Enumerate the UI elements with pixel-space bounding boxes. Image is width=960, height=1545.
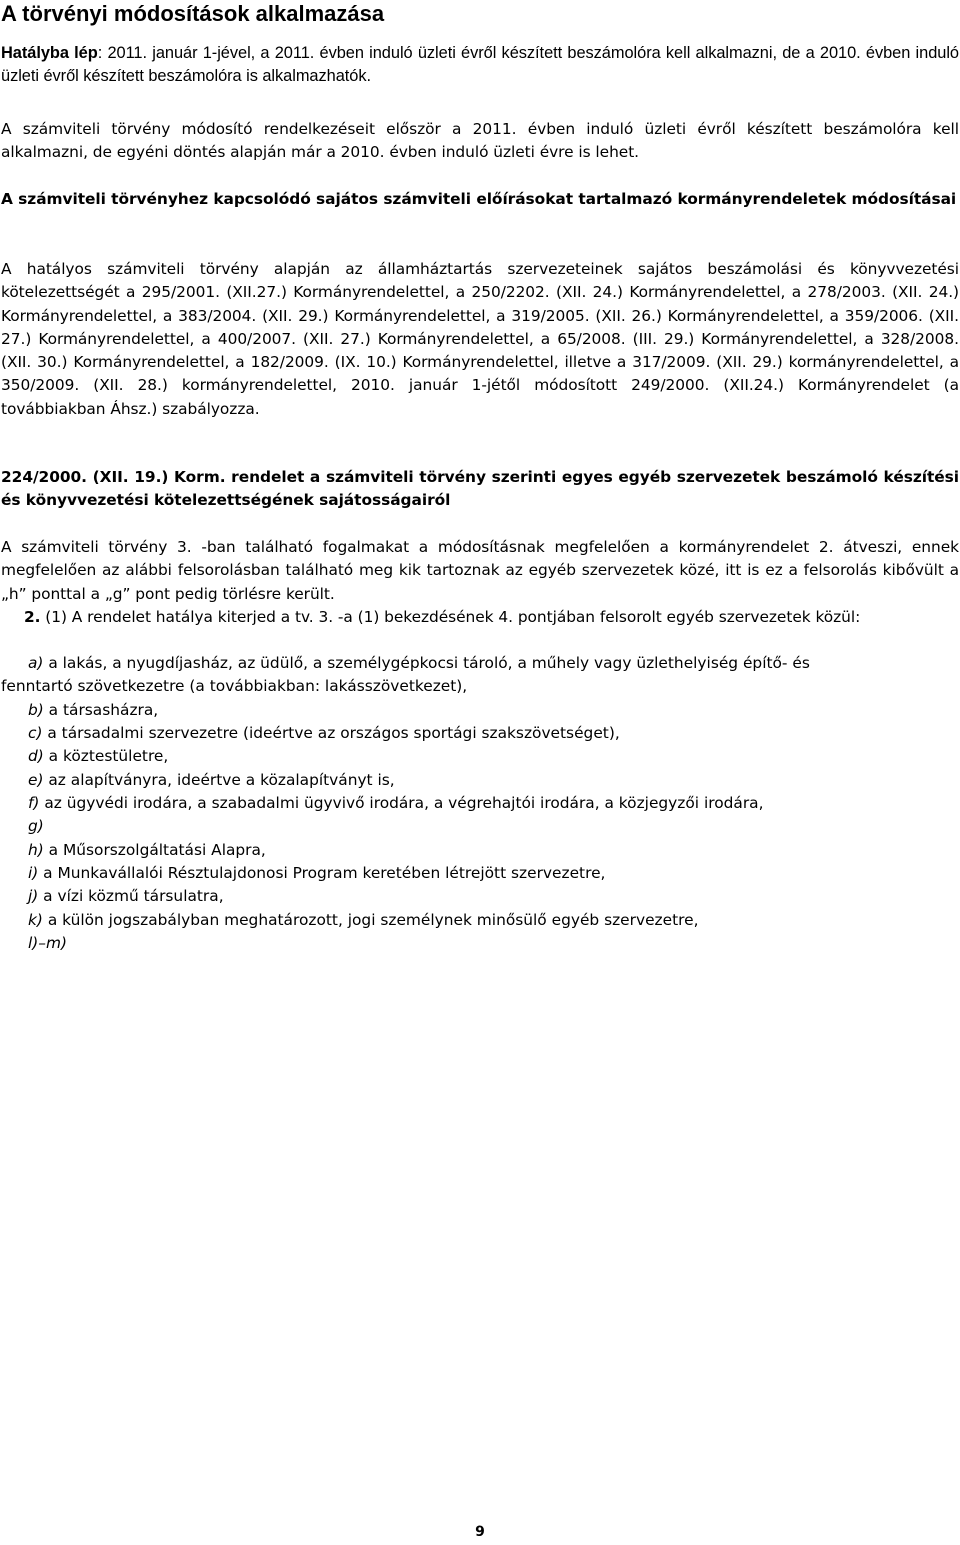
page-number: 9 bbox=[475, 1524, 485, 1540]
list-item: e) az alapítványra, ideértve a közalapítványt is, bbox=[28, 770, 395, 789]
first-use-paragraph: A számviteli törvény módosító rendelkezéseit először a 2011. évben induló üzleti évről készített beszámolóra kell alkalmazni, de egyéni döntés alapján már a 2010. évben induló üzleti évre is lehet. bbox=[1, 120, 959, 162]
list-item: i) a Munkavállalói Résztulajdonosi Program keretében létrejött szervezetre, bbox=[28, 864, 606, 883]
list-item: fenntartó szövetkezetre (a továbbiakban: lakásszövetkezet), bbox=[1, 677, 468, 696]
section-2-paragraph bbox=[1, 606, 959, 629]
organization-list bbox=[1, 652, 958, 955]
list-item: d) a köztestületre, bbox=[28, 747, 169, 766]
govt-decree-paragraph: A hatályos számviteli törvény alapján az államháztartás szervezeteinek sajátos beszámolási és könyvvezetési kötelezettségét a 295/2001. (XII.27.) Kormányrendelettel, a 250/2202. (XII. 24.) Kormányrendelettel, a 278/2003. (XII. 24.) Kormányrendelettel, a 383/2004. (XII. 29.) Kormányrendelettel, a 319/2005. (XII. 26.) Kormányrendelettel, a 359/2006. (XII. 27.) Kormányrendelettel, a 400/2007. (XII. 27.) Kormányrendelettel, a 65/2008. (III. 29.) Kormányrendelettel, a 328/2008. (XII. 30.) Kormányrendelettel, a 182/2009. (IX. 10.) Kormányrendelettel, illetve a 317/2009. (XII. 29.) kormányrendelettel, a 350/2009. (XII. 28.) kormányrendelettel, 2010. január 1-jétől módosított 249/2000. (XII.24.) Kormányrendelet (a továbbiakban Áhsz.) szabályozza. bbox=[1, 260, 959, 418]
decree-224-heading: 224/2000. (XII. 19.) Korm. rendelet a számviteli törvény szerinti egyes egyéb szervezetek beszámoló készítési és könyvvezetési kötelezettségének sajátosságairól bbox=[1, 468, 959, 510]
list-item: b) a társasházra, bbox=[28, 700, 159, 719]
effective-label: Hatályba lép bbox=[1, 44, 98, 62]
list-item: l)–m) bbox=[28, 934, 67, 953]
list-item: c) a társadalmi szervezetre (ideértve az országos sportági szakszövetséget), bbox=[28, 724, 620, 743]
list-item: f) az ügyvédi irodára, a szabadalmi ügyvivő irodára, a végrehajtói irodára, a közjegyzői irodára, bbox=[28, 794, 764, 813]
list-item: g) bbox=[28, 817, 44, 836]
decree-224-paragraph: A számviteli törvény 3. -ban található fogalmakat a módosításnak megfelelően a kormányrendelet 2. átveszi, ennek megfelelően az alábbi felsorolásban található meg kik tartoznak az egyéb szervezetek közé, itt is ez a felsorolás kibővült a „h” ponttal a „g” pont pedig törlésre került. bbox=[1, 538, 959, 603]
list-item: h) a Műsorszolgáltatási Alapra, bbox=[28, 840, 266, 859]
page-title: A törvényi módosítások alkalmazása bbox=[1, 1, 385, 26]
effective-text: : 2011. január 1-jével, a 2011. évben induló üzleti évről készített beszámolóra kell alkalmazni, de a 2010. évben induló üzleti évről készített beszámolóra is alkalmazhatók. bbox=[1, 44, 959, 85]
govt-decree-heading: A számviteli törvényhez kapcsolódó sajátos számviteli előírásokat tartalmazó kormányrendeletek módosításai bbox=[1, 190, 957, 208]
section-2-text: (1) A rendelet hatálya kiterjed a tv. 3. -a (1) bekezdésének 4. pontjában felsorolt egyéb szervezetek közül: bbox=[40, 608, 861, 626]
list-item: k) a külön jogszabályban meghatározott, jogi személynek minősülő egyéb szervezetre, bbox=[28, 910, 699, 929]
list-item: j) a vízi közmű társulatra, bbox=[28, 887, 224, 906]
section-2-number: 2. bbox=[24, 608, 41, 626]
list-item: a) a lakás, a nyugdíjasház, az üdülő, a személygépkocsi tároló, a műhely vagy üzlethelyiség építő- és bbox=[28, 654, 810, 672]
effective-date-paragraph bbox=[1, 42, 959, 87]
